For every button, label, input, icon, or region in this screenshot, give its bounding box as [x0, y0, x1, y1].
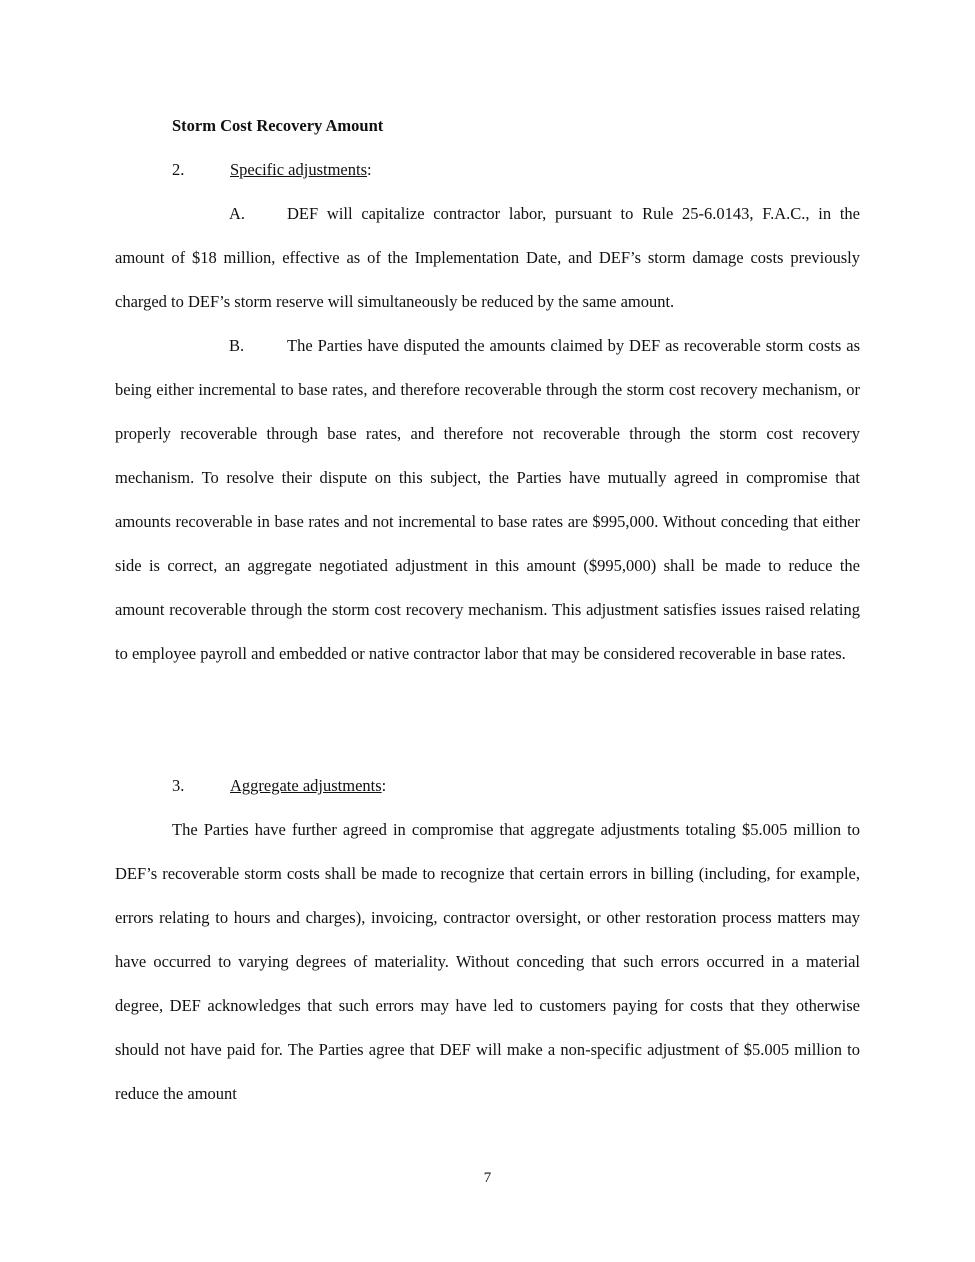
- page-number: 7: [483, 1170, 492, 1186]
- section-3-number: 3.: [172, 776, 185, 795]
- section-2-heading: [172, 159, 372, 181]
- paragraph-3: [115, 808, 860, 1116]
- paragraph-a-text: DEF will capitalize contractor labor, pursuant to Rule 25-6.0143, F.A.C., in the amount of $18 million, effective as of the Implementation Date, and DEF’s storm damage costs previously charged to DEF’s storm reserve will simultaneously be reduced by the same amount.: [115, 204, 860, 311]
- paragraph-a: [115, 192, 860, 324]
- section-2-number: 2.: [172, 160, 185, 179]
- paragraph-b-text: The Parties have disputed the amounts claimed by DEF as recoverable storm costs as being either incremental to base rates, and therefore recoverable through the storm cost recovery mechanism, or properly recoverable through base rates, and therefore not recoverable through the storm cost recovery mechanism. To resolve their dispute on this subject, the Parties have mutually agreed in compromise that amounts recoverable in base rates and not incremental to base rates are $995,000. Without conceding that either side is correct, an aggregate negotiated adjustment in this amount ($995,000) shall be made to reduce the amount recoverable through the storm cost recovery mechanism. This adjustment satisfies issues raised relating to employee payroll and embedded or native contractor labor that may be considered recoverable in base rates.: [115, 336, 860, 663]
- paragraph-a-letter: A.: [229, 204, 246, 223]
- section-3-heading: [172, 775, 386, 797]
- section-heading: Storm Cost Recovery Amount: [172, 116, 384, 135]
- section-3-suffix: :: [381, 776, 387, 795]
- paragraph-b-letter: B.: [229, 336, 245, 355]
- paragraph-b: [115, 324, 860, 676]
- section-2-suffix: :: [367, 160, 372, 179]
- section-2-label: Specific adjustments: [230, 160, 368, 179]
- paragraph-3-text: The Parties have further agreed in compromise that aggregate adjustments totaling $5.005 million to DEF’s recoverable storm costs shall be made to recognize that certain errors in billing (including, for example, errors relating to hours and charges), invoicing, contractor oversight, or other restoration process matters may have occurred to varying degrees of materiality. Without conceding that such errors occurred in a material degree, DEF acknowledges that such errors may have led to customers paying for costs that they otherwise should not have paid for. The Parties agree that DEF will make a non-specific adjustment of $5.005 million to reduce the amount: [115, 820, 860, 1103]
- section-3-label: Aggregate adjustments: [230, 776, 382, 795]
